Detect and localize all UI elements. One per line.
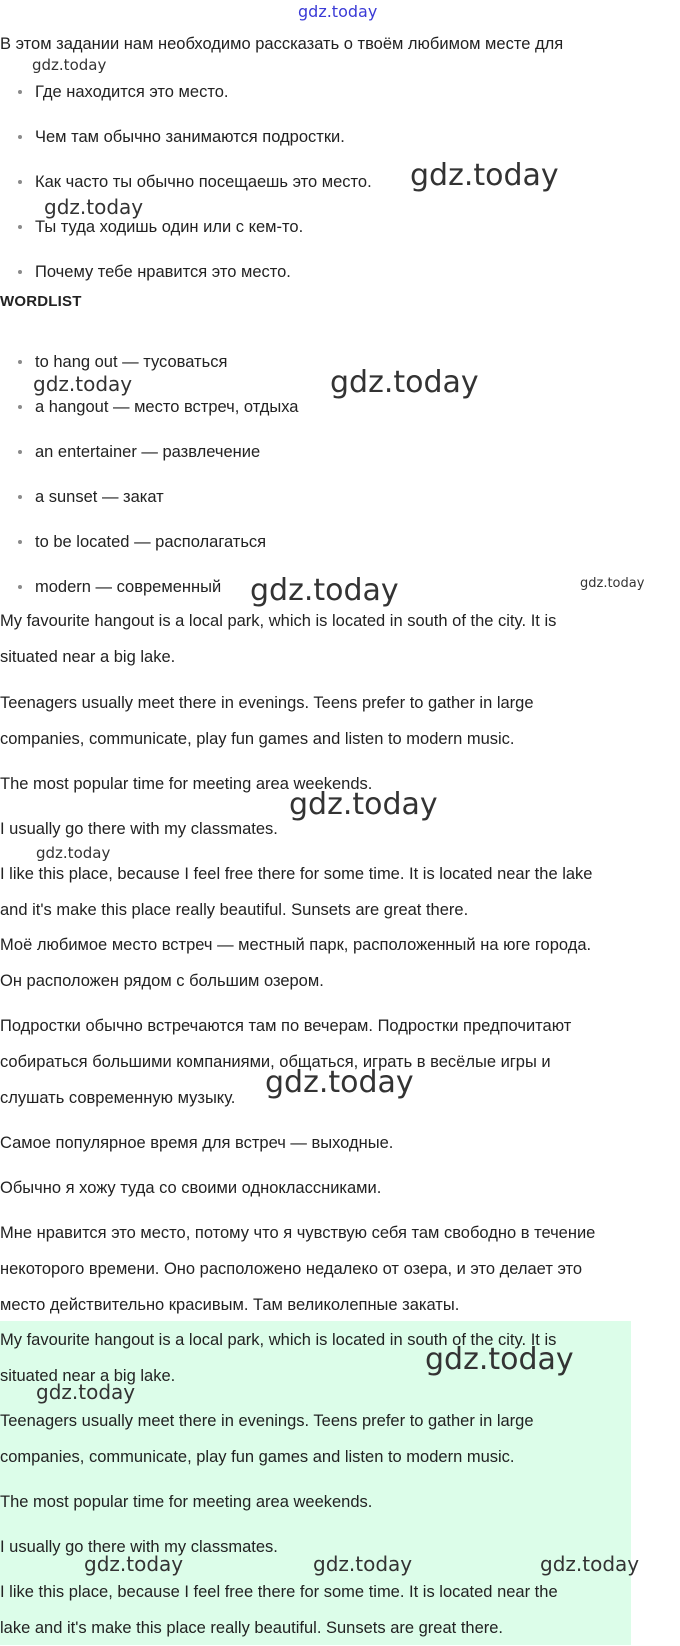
watermark: gdz.today (289, 787, 438, 822)
watermark: gdz.today (84, 1552, 184, 1576)
russian-paragraph-line: некоторого времени. Оно расположено недалеко от озера, и это делает это (0, 1260, 583, 1278)
watermark: gdz.today (33, 372, 133, 396)
highlighted-paragraph-line: companies, communicate, play fun games and listen to modern music. (0, 1448, 515, 1466)
highlighted-paragraph-line: Teenagers usually meet there in evenings. Teens prefer to gather in large (0, 1412, 534, 1430)
english-paragraph-line: and it's make this place really beautiful. Sunsets are great there. (0, 901, 469, 919)
russian-paragraph-line: Подростки обычно встречаются там по вечерам. Подростки предпочитают (0, 1017, 572, 1035)
watermark: gdz.today (425, 1342, 574, 1377)
watermark: gdz.today (36, 844, 111, 862)
english-paragraph-line: My favourite hangout is a local park, which is located in south of the city. It is (0, 612, 557, 630)
english-paragraph-line: I like this place, because I feel free there for some time. It is located near the lake (0, 865, 593, 883)
bullet-icon (18, 135, 22, 139)
russian-paragraph-line: Обычно я хожу туда со своими одноклассниками. (0, 1179, 382, 1197)
watermark: gdz.today (410, 158, 559, 193)
bullet-icon (18, 90, 22, 94)
russian-paragraph-line: слушать современную музыку. (0, 1089, 236, 1107)
english-paragraph-line: situated near a big lake. (0, 648, 176, 666)
watermark: gdz.today (250, 573, 399, 608)
bullet-icon (18, 450, 22, 454)
bullet-icon (18, 225, 22, 229)
bullet-icon (18, 180, 22, 184)
highlighted-paragraph-line: The most popular time for meeting area weekends. (0, 1493, 373, 1511)
highlighted-paragraph-line: lake and it's make this place really beautiful. Sunsets are great there. (0, 1619, 504, 1637)
watermark: gdz.today (580, 576, 645, 591)
bullet-icon (18, 585, 22, 589)
english-paragraph-line: companies, communicate, play fun games and listen to modern music. (0, 730, 515, 748)
watermark: gdz.today (265, 1065, 414, 1100)
russian-paragraph-line: Мне нравится это место, потому что я чувствую себя там свободно в течение (0, 1224, 596, 1242)
highlighted-paragraph-line: situated near a big lake. (0, 1367, 176, 1385)
watermark: gdz.today (330, 365, 479, 400)
russian-paragraph-line: Он расположен рядом с большим озером. (0, 972, 324, 990)
wordlist-heading: WORDLIST (0, 293, 82, 310)
bullet-icon (18, 405, 22, 409)
english-paragraph-line: I usually go there with my classmates. (0, 820, 278, 838)
highlighted-paragraph-line: I like this place, because I feel free there for some time. It is located near the (0, 1583, 558, 1601)
watermark: gdz.today (44, 195, 144, 219)
bullet-icon (18, 540, 22, 544)
watermark: gdz.today (36, 1380, 136, 1404)
bullet-icon (18, 360, 22, 364)
russian-paragraph-line: место действительно красивым. Там великолепные закаты. (0, 1296, 460, 1314)
watermark: gdz.today (540, 1552, 640, 1576)
bullet-icon (18, 270, 22, 274)
highlighted-paragraph-line: My favourite hangout is a local park, which is located in south of the city. It is (0, 1331, 557, 1349)
watermark: gdz.today (32, 56, 107, 74)
bullet-icon (18, 495, 22, 499)
russian-paragraph-line: Самое популярное время для встреч — выходные. (0, 1134, 394, 1152)
english-paragraph-line: Teenagers usually meet there in evenings. Teens prefer to gather in large (0, 694, 534, 712)
highlighted-paragraph-line: I usually go there with my classmates. (0, 1538, 278, 1556)
english-paragraph-line: The most popular time for meeting area weekends. (0, 775, 373, 793)
intro-text: В этом задании нам необходимо рассказать о твоём любимом месте для (0, 35, 564, 53)
russian-paragraph-line: собираться большими компаниями, общаться, играть в весёлые игры и (0, 1053, 551, 1071)
watermark: gdz.today (313, 1552, 413, 1576)
watermark: gdz.today (298, 2, 378, 21)
russian-paragraph-line: Моё любимое место встреч — местный парк, расположенный на юге города. (0, 936, 592, 954)
